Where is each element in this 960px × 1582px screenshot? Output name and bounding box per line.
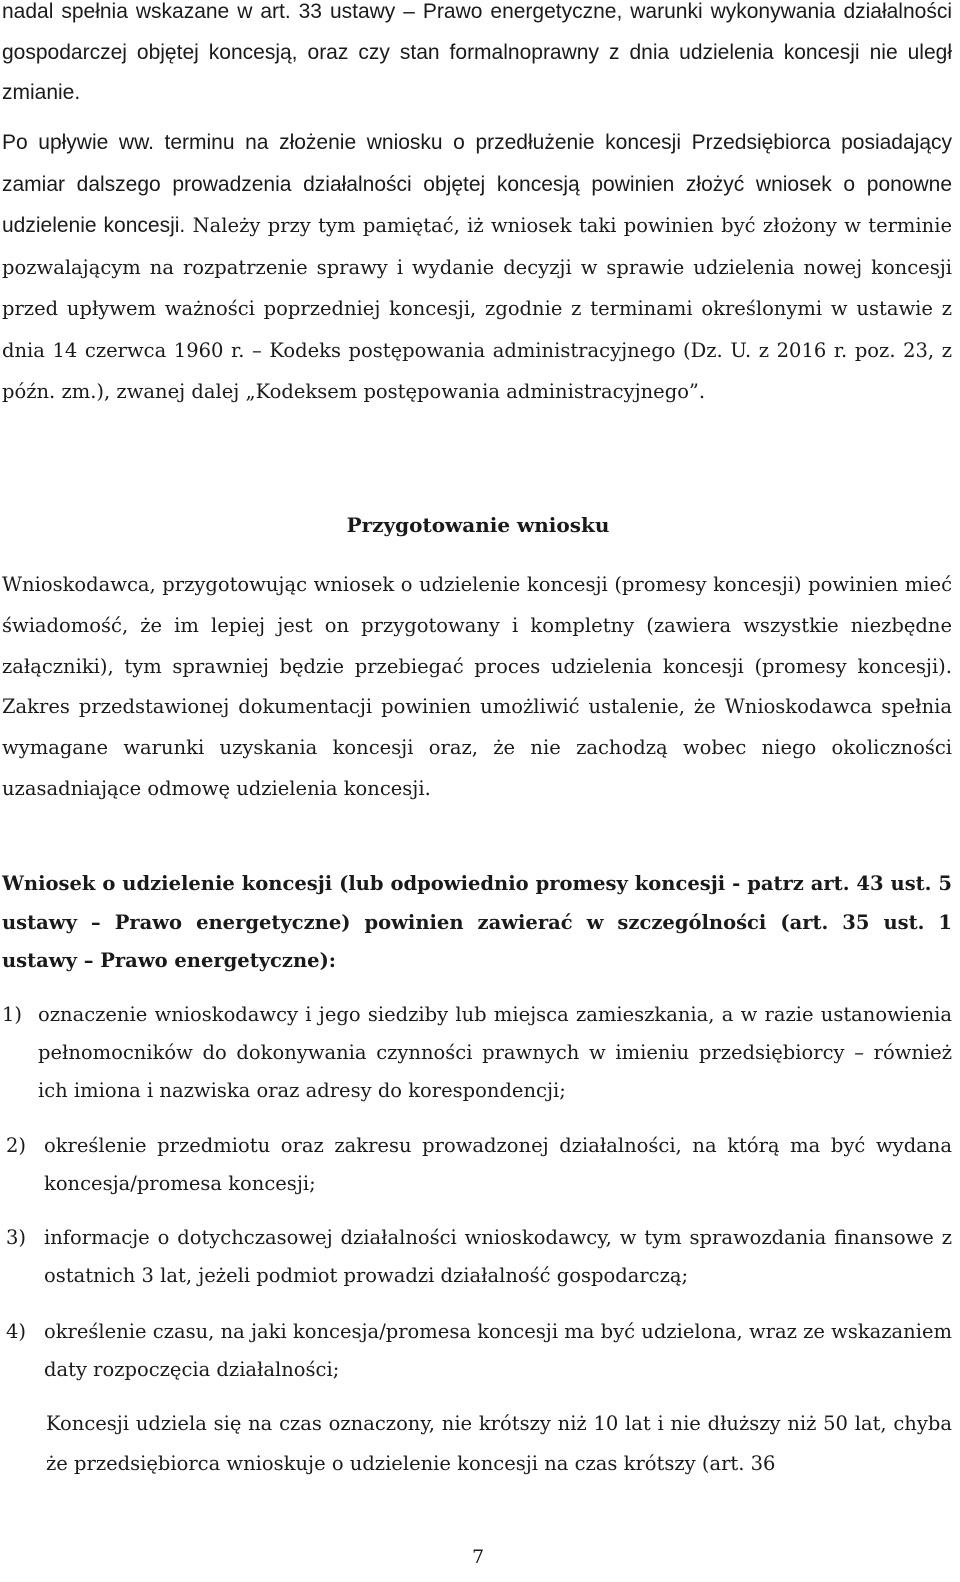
list-item bbox=[0, 1219, 952, 1295]
list-item-text: oznaczenie wnioskodawcy i jego siedziby lub miejsca zamieszkania, a w razie ustanowienia pełnomocników do dokonywania czynności prawnych w imieniu przedsiębiorcy – również ich imiona i nazwiska oraz adresy do korespondencji; bbox=[38, 1003, 952, 1102]
list-item-number: 3) bbox=[6, 1226, 27, 1249]
paragraph-extension-sans-part: Po upływie ww. terminu na złożenie wniosku o przedłużenie koncesji Przedsiębiorca posiadający zamiar dalszego prowadzenia działalności objętej koncesją powinien złożyć wniosek o ponowne udzielenie koncesji. bbox=[2, 131, 952, 237]
paragraph-license-extension bbox=[2, 122, 952, 413]
list-item-number: 4) bbox=[6, 1320, 27, 1343]
paragraph-license-duration-note: Koncesji udziela się na czas oznaczony, nie krótszy niż 10 lat i nie dłuższy niż 50 lat, chyba że przedsiębiorca wnioskuje o udzielenie koncesji na czas krótszy (art. 36 bbox=[46, 1412, 952, 1475]
paragraph-license-conditions: nadal spełnia wskazane w art. 33 ustawy – Prawo energetyczne, warunki wykonywania działalności gospodarczej objętej koncesją, oraz czy stan formalnoprawny z dnia udzielenia koncesji nie uległ zmianie. bbox=[2, 0, 952, 104]
page-number: 7 bbox=[471, 1546, 485, 1568]
list-item-text: określenie czasu, na jaki koncesja/promesa koncesji ma być udzielona, wraz ze wskazaniem daty rozpoczęcia działalności; bbox=[44, 1320, 952, 1381]
list-item-text: informacje o dotychczasowej działalności wnioskodawcy, w tym sprawozdania finansowe z ostatnich 3 lat, jeżeli podmiot prowadzi działalność gospodarczą; bbox=[44, 1226, 952, 1287]
list-item-number: 1) bbox=[2, 1003, 23, 1026]
section-heading: Przygotowanie wniosku bbox=[346, 513, 610, 537]
list-item-text: określenie przedmiotu oraz zakresu prowadzonej działalności, na którą ma być wydana koncesja/promesa koncesji; bbox=[44, 1134, 952, 1195]
list-item bbox=[0, 1313, 952, 1389]
list-item bbox=[0, 996, 952, 1110]
paragraph-application-contents-intro: Wniosek o udzielenie koncesji (lub odpowiednio promesy koncesji - patrz art. 43 ust. 5 ustawy – Prawo energetyczne) powinien zawierać w szczególności (art. 35 ust. 1 ustawy – Prawo energetyczne): bbox=[2, 872, 952, 972]
list-item-number: 2) bbox=[6, 1134, 27, 1157]
list-item bbox=[0, 1127, 952, 1203]
paragraph-extension-serif-part: Należy przy tym pamiętać, iż wniosek taki powinien być złożony w terminie pozwalającym na rozpatrzenie sprawy i wydanie decyzji w sprawie udzielenia nowej koncesji przed upływem ważności poprzedniej koncesji, zgodnie z terminami określonymi w ustawie z dnia 14 czerwca 1960 r. – Kodeks postępowania administracyjnego (Dz. U. z 2016 r. poz. 23, z późn. zm.), zwanej dalej „Kodeksem postępowania administracyjnego”. bbox=[2, 214, 952, 403]
paragraph-application-preparation: Wnioskodawca, przygotowując wniosek o udzielenie koncesji (promesy koncesji) powinien mieć świadomość, że im lepiej jest on przygotowany i kompletny (zawiera wszystkie niezbędne załączniki), tym sprawniej będzie przebiegać proces udzielenia koncesji (promesy koncesji). Zakres przedstawionej dokumentacji powinien umożliwić ustalenie, że Wnioskodawca spełnia wymagane warunki uzyskania koncesji oraz, że nie zachodzą wobec niego okoliczności uzasadniające odmowę udzielenia koncesji. bbox=[2, 573, 952, 800]
